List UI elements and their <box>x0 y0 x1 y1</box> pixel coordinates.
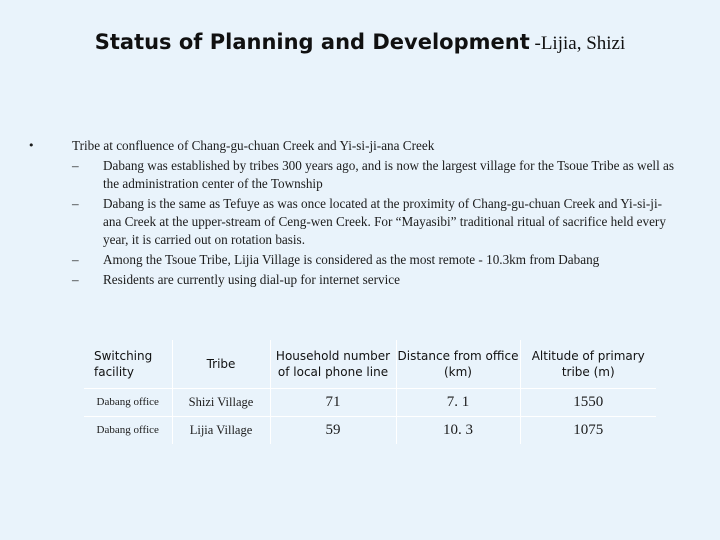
cell-tribe: Lijia Village <box>172 416 270 444</box>
sub-bullet-text: Dabang is the same as Tefuye as was once located at the proximity of Chang-gu-chuan Creek and Yi-si-ji-ana Creek at the upper-stream of Ceng-wen Creek. For “Mayasibi” traditional ritual of sacrifice held every year, it is carried out on rotation basis. <box>103 196 666 247</box>
bullet-list <box>28 137 678 291</box>
cell-altitude: 1550 <box>520 388 656 416</box>
sub-bullet-text: Among the Tsoue Tribe, Lijia Village is considered as the most remote - 10.3km from Dabang <box>103 252 600 267</box>
page-title <box>0 30 720 55</box>
table-row <box>84 416 656 444</box>
table-row <box>84 388 656 416</box>
dash-symbol: – <box>72 196 79 211</box>
sub-bullet-list <box>28 157 678 289</box>
cell-facility: Dabang office <box>84 388 172 416</box>
sub-bullet-item <box>28 157 678 193</box>
bullet-item <box>28 137 678 155</box>
cell-altitude: 1075 <box>573 421 604 438</box>
table-header-row <box>84 340 656 388</box>
cell-phone: 59 <box>270 416 396 444</box>
sub-bullet-text: Dabang was established by tribes 300 years ago, and is now the largest village for the Tsoue Tribe as well as the administration center of the Township <box>103 158 675 191</box>
cell-distance: 7. 1 <box>396 388 520 416</box>
sub-bullet-text: Residents are currently using dial-up for internet service <box>103 272 400 287</box>
header-switching-facility: Switching facility <box>84 340 172 388</box>
header-tribe: Tribe <box>172 340 270 388</box>
cell-phone: 71 <box>270 388 396 416</box>
sub-bullet-item <box>28 195 678 249</box>
cell-tribe: Shizi Village <box>172 388 270 416</box>
dash-symbol: – <box>72 272 79 287</box>
header-distance: Distance from office (km) <box>396 340 520 388</box>
sub-bullet-item <box>28 251 678 269</box>
cell-distance: 10. 3 <box>396 416 520 444</box>
dash-symbol: – <box>72 252 79 267</box>
title-subtitle: -Lijia, Shizi <box>529 33 626 54</box>
header-altitude: Altitude of primary tribe (m) <box>520 340 656 388</box>
bullet-text: Tribe at confluence of Chang-gu-chuan Creek and Yi-si-ji-ana Creek <box>72 138 435 153</box>
dash-symbol: – <box>72 158 79 173</box>
facility-table <box>84 340 656 444</box>
header-phone-lines: Household number of local phone line <box>270 340 396 388</box>
cell-facility: Dabang office <box>84 416 172 444</box>
bullet-symbol: • <box>28 139 35 152</box>
sub-bullet-item <box>28 271 678 289</box>
title-main: Status of Planning and Development <box>94 30 530 54</box>
